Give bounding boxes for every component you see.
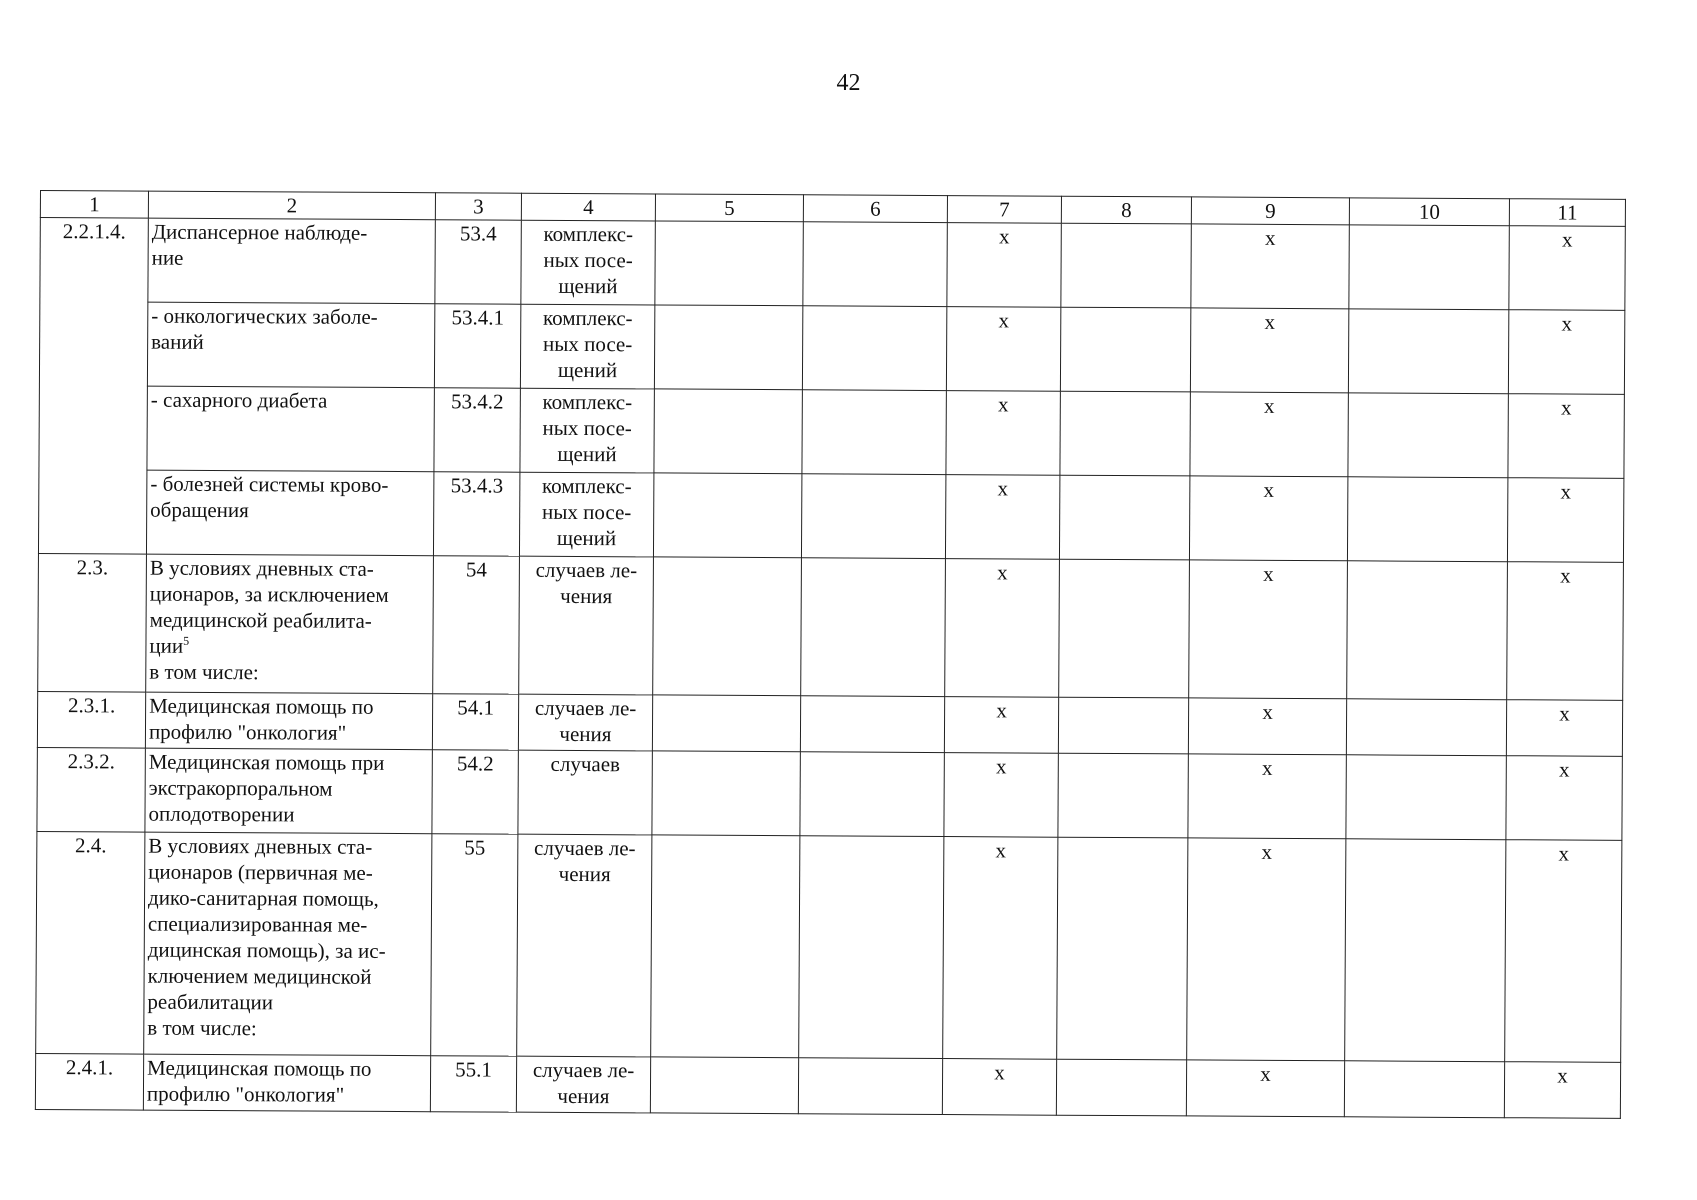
row-name [146,554,434,694]
row-name [145,748,432,834]
cell-col5 [653,473,801,558]
row-name-line: ние [151,245,184,270]
row-unit-line: ных посе- [542,499,632,525]
row-unit-line: щений [557,441,617,467]
row-name-line: оплодотворении [148,801,295,827]
cell-col5 [652,695,800,752]
row-name [144,832,432,1056]
cell-col5 [655,221,803,306]
cell-col9: x [1191,224,1349,309]
cell-col10 [1348,309,1508,394]
cell-col10 [1347,477,1507,562]
cell-col7: x [946,391,1060,476]
row-name-line: профилю "онкология" [146,1081,345,1107]
cell-col5 [653,557,802,696]
row-code: 2.2.1.4. [38,218,148,555]
row-name-line: ционаров, за исключением [149,581,389,607]
row-unit-line: случаев ле- [534,835,636,861]
row-name-line: - болезней системы крово- [150,471,389,497]
table-row [37,747,1622,840]
row-name-line: В условиях дневных ста- [149,555,374,581]
col-header: 8 [1061,196,1191,224]
cell-col10 [1349,225,1509,310]
row-name-line: медицинской реабилита- [149,607,372,633]
row-code: 2.3.2. [37,747,145,832]
table-row [38,553,1624,700]
cell-col10 [1347,561,1508,700]
cell-col6 [798,1058,942,1115]
row-number: 54 [433,556,520,694]
cell-col7: x [944,753,1058,838]
row-name [148,218,435,304]
page-number: 42 [836,70,861,96]
col-header: 1 [40,191,148,219]
row-unit [520,304,654,389]
row-name-line: ционаров (первичная ме- [148,859,373,885]
cell-col5 [651,835,800,1058]
row-code: 2.4. [36,831,145,1054]
row-name-line: - сахарного диабета [150,387,328,413]
cell-col9: x [1188,698,1346,755]
row-unit [516,1056,650,1113]
row-unit-line: комплекс- [542,473,632,499]
row-name [147,302,434,388]
row-name [147,386,434,472]
cell-col8 [1058,697,1188,754]
cell-col11: x [1508,394,1624,479]
cell-col6 [800,752,944,837]
row-unit-line: щений [558,273,618,299]
cell-col5 [652,751,800,836]
cell-col6 [803,222,947,307]
row-name-line: В условиях дневных ста- [148,833,373,859]
row-name-line: Медицинская помощь по [149,693,374,719]
cell-col10 [1345,839,1506,1062]
cell-col7: x [944,697,1058,754]
row-name-line: Медицинская помощь по [147,1055,372,1081]
row-unit [519,556,654,695]
cell-col6 [801,474,945,559]
cell-col8 [1059,559,1190,698]
table-body [35,218,1625,1119]
cell-col9: x [1188,754,1346,839]
col-header: 2 [148,191,435,220]
col-header: 10 [1349,198,1509,226]
row-unit-line: ных посе- [543,247,633,273]
row-name-line: дико-санитарная помощь, [147,885,379,911]
cell-col7: x [945,475,1059,560]
row-name [145,692,432,750]
row-name-line: Диспансерное наблюде- [151,219,368,245]
cell-col7: x [943,837,1058,1060]
cell-col10 [1346,755,1506,840]
cell-col6 [799,836,944,1059]
col-header: 5 [655,194,803,222]
row-unit-line: случаев ле- [535,557,638,583]
row-name [143,1054,430,1112]
cell-col8 [1060,391,1190,476]
row-name-line: в том числе: [147,1015,257,1041]
cell-col7: x [945,559,1060,698]
row-name-line: профилю "онкология" [148,719,347,745]
cell-col8 [1058,753,1188,838]
row-unit-line: щений [557,357,618,383]
row-number: 54.2 [432,750,518,834]
cell-col11: x [1509,226,1625,311]
row-unit-line: случаев ле- [532,1057,635,1083]
footnote-marker: 5 [183,633,190,648]
row-unit-line: чения [557,1083,610,1109]
row-unit-line: чения [558,861,611,887]
row-number: 55 [431,834,518,1056]
row-unit-line: комплекс- [542,389,633,415]
row-unit-line: комплекс- [542,305,633,331]
cell-col7: x [946,307,1060,392]
row-code: 2.4.1. [35,1053,143,1110]
cell-col8 [1059,475,1189,560]
cell-col9: x [1189,560,1348,699]
cell-col11: x [1504,1062,1620,1119]
cell-col9: x [1186,1060,1344,1117]
row-unit-line: случаев [550,751,621,777]
table-row [37,691,1622,756]
row-unit-line: комплекс- [543,221,634,247]
cell-col6 [802,390,946,475]
col-header: 11 [1509,199,1625,227]
cell-col5 [654,305,802,390]
row-unit [519,472,653,557]
row-unit-line: чения [559,721,612,747]
row-name-line: ключением медицинской [147,963,372,989]
cell-col10 [1348,393,1508,478]
row-unit-line: щений [556,525,617,551]
row-name-line: экстракорпоральном [148,775,333,801]
cell-col6 [800,696,944,753]
table-container [35,190,1626,1119]
row-name [146,470,433,556]
table-row [40,218,1625,311]
row-number: 53.4.3 [433,472,519,556]
row-unit-line: ных посе- [542,331,633,357]
row-unit [517,834,652,1057]
cell-col11: x [1507,478,1623,563]
col-header: 9 [1191,197,1349,225]
row-unit-line: чения [560,583,613,609]
cell-col6 [801,558,946,697]
cell-col7: x [942,1059,1056,1116]
cell-col5 [650,1057,798,1114]
row-unit [518,694,652,751]
cell-col8 [1061,223,1191,308]
row-number: 53.4.1 [434,304,520,388]
row-name-line: в том числе: [149,659,259,685]
cell-col11: x [1508,310,1624,395]
table-row [38,469,1623,562]
row-code: 2.3. [38,553,147,692]
cell-col9: x [1190,308,1348,393]
cell-col10 [1346,699,1506,756]
row-name-line: обращения [150,497,249,523]
cell-col9: x [1187,838,1346,1061]
row-name-line: дицинская помощь), за ис- [147,937,386,963]
cell-col9: x [1190,392,1348,477]
cell-col8 [1057,837,1188,1060]
table-row [35,1053,1620,1118]
row-name-line: ваний [151,329,204,354]
cell-col11: x [1506,756,1622,841]
col-header: 6 [803,195,947,223]
form-table [35,190,1626,1119]
cell-col11: x [1505,840,1622,1063]
row-code: 2.3.1. [37,691,145,748]
cell-col11: x [1506,700,1622,757]
row-number: 53.4.2 [434,388,520,472]
cell-col11: x [1507,562,1624,701]
row-unit-line: ных посе- [542,415,632,441]
row-name-line: специализированная ме- [147,911,368,937]
cell-col7: x [947,223,1061,308]
cell-col8 [1060,307,1190,392]
table-row [39,385,1624,478]
row-unit [518,750,652,835]
table-row [39,302,1624,395]
row-unit [520,388,654,473]
cell-col8 [1056,1059,1186,1116]
cell-col5 [654,389,802,474]
cell-col10 [1344,1061,1504,1118]
col-header: 4 [521,193,655,221]
row-name-line: - онкологических заболе- [151,303,378,329]
row-unit-line: случаев ле- [534,695,637,721]
row-number: 54.1 [432,694,518,750]
col-header: 3 [435,193,521,220]
row-number: 55.1 [430,1056,516,1112]
row-name-line: реабилитации [147,989,274,1015]
table-row [36,831,1622,1062]
col-header: 7 [947,196,1061,224]
row-name-line [149,633,429,661]
row-number: 53.4 [435,220,521,304]
row-unit [521,220,655,305]
row-name-text: ции [149,633,184,658]
cell-col9: x [1189,476,1347,561]
cell-col6 [802,306,946,391]
row-name-line: Медицинская помощь при [148,749,385,775]
